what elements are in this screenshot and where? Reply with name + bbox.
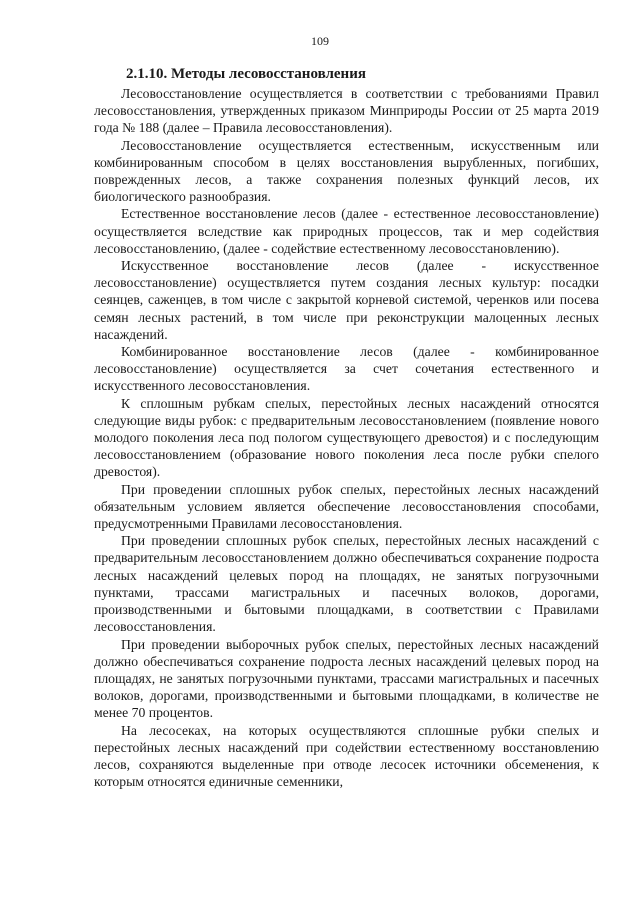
paragraph-seed-sources: На лесосеках, на которых осуществляются сплошные рубки спелых и перестойных лесных насаждений при содействии естественному восстановлению лесов, сохраняются выделенные при отводе лесосек источники обсеменения, к которым относятся единичные семенники, (94, 722, 599, 790)
paragraph-selective-cut-undergrowth: При проведении выборочных рубок спелых, перестойных лесных насаждений должно обеспечиваться сохранение подроста лесных насаждений целевых пород на площадях, не занятых погрузочными пунктами, трассами магистральных и пасечных волоков, дорогами, производственными и бытовыми площадками, в количестве не менее 70 процентов. (94, 636, 599, 721)
paragraph-reforestation-rules: Лесовосстановление осуществляется в соответствии с требованиями Правил лесовосстановления, утвержденных приказом Минприроды России от 25 марта 2019 года № 188 (далее – Правила лесовосстановления). (94, 86, 599, 136)
paragraph-natural-reforestation: Естественное восстановление лесов (далее - естественное лесовосстановление) осуществляется вследствие как природных процессов, так и мер содействия лесовосстановлению, (далее - содействие естественному лесовосстановлению). (94, 206, 599, 256)
section-heading: 2.1.10. Методы лесовосстановления (126, 66, 366, 82)
paragraph-clear-cut-condition: При проведении сплошных рубок спелых, перестойных лесных насаждений обязательным условием является обеспечение лесовосстановления способами, предусмотренными Правилами лесовосстановления. (94, 481, 599, 532)
page-number: 109 (311, 34, 329, 48)
paragraph-clear-cut-types: К сплошным рубкам спелых, перестойных лесных насаждений относятся следующие виды рубок: с предварительным лесовосстановлением (появление нового молодого поколения леса под пологом существующего древостоя) и с последующим лесовосстановлением (образование нового поколения леса после рубки спелого древостоя). (94, 395, 599, 480)
page-body (94, 66, 599, 790)
paragraph-combined-reforestation: Комбинированное восстановление лесов (далее - комбинированное лесовосстановление) осуществляется за счет сочетания естественного и искусственного лесовосстановления. (94, 344, 599, 394)
paragraph-clear-cut-undergrowth: При проведении сплошных рубок спелых, перестойных лесных насаждений с предварительным лесовосстановлением должно обеспечиваться сохранение подроста лесных насаждений целевых пород на площадях, не занятых погрузочными пунктами, трассами магистральных и пасечных волоков, дорогами, производственными и бытовыми площадками, в соответствии с Правилами лесовосстановления. (94, 533, 599, 635)
paragraph-reforestation-methods: Лесовосстановление осуществляется естественным, искусственным или комбинированным способом в целях восстановления вырубленных, погибших, поврежденных лесов, а также сохранения полезных функций лесов, их биологического разнообразия. (94, 137, 599, 205)
paragraph-artificial-reforestation: Искусственное восстановление лесов (далее - искусственное лесовосстановление) осуществляется путем создания лесных культур: посадки сеянцев, саженцев, в том числе с закрытой корневой системой, черенков или посева семян лесных растений, в том числе при реконструкции малоценных лесных насаждений. (94, 258, 599, 342)
